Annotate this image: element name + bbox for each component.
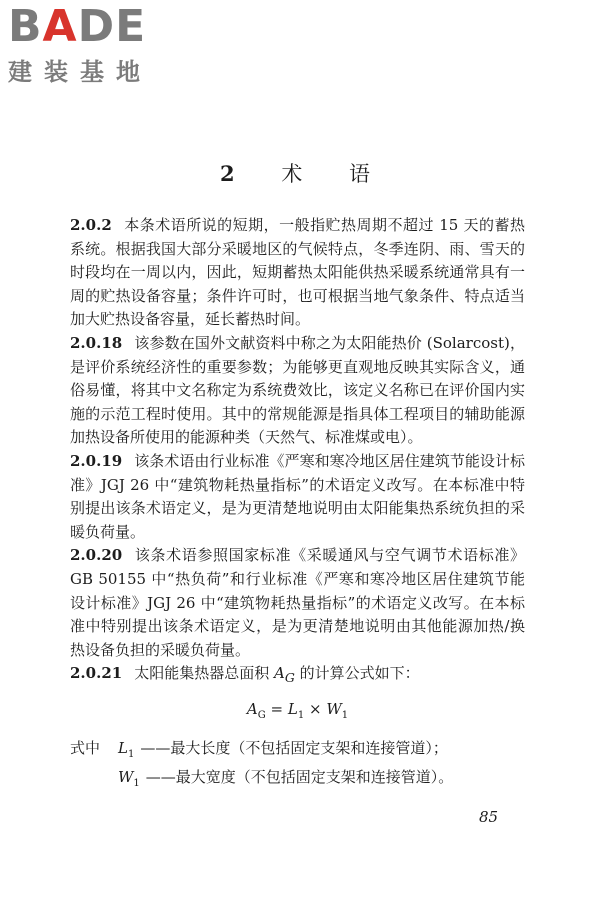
variable-lead: 式中: [70, 738, 101, 757]
clause-paragraph: [70, 214, 525, 332]
chapter-title: [0, 158, 600, 188]
formula-term-length: $L_1$: [287, 699, 305, 721]
brand-logo: [8, 1, 178, 88]
logo-wordmark: [8, 1, 178, 52]
logo-letter: E: [115, 1, 147, 52]
variable-symbol: $L_1$: [118, 738, 135, 760]
chapter-number: 2: [220, 161, 255, 186]
formula-term-width: $W_1$: [326, 699, 349, 721]
logo-letter: B: [8, 1, 43, 52]
clause-text: 太阳能集热器总面积: [134, 664, 274, 683]
variable-definition: ——最大宽度（不包括固定支架和连接管道）。: [145, 768, 454, 787]
clause-number: 2.0.18: [70, 333, 123, 352]
clause-text: 的计算公式如下：: [294, 664, 420, 683]
logo-letter: D: [77, 1, 116, 52]
clause-number: 2.0.20: [70, 546, 123, 565]
clause-paragraph: [70, 544, 525, 662]
inline-symbol: $A_G$: [273, 664, 295, 686]
clause-paragraph: [70, 450, 525, 544]
area-formula: [70, 696, 525, 729]
variable-row: [70, 737, 525, 767]
clause-number: 2.0.2: [70, 216, 112, 234]
logo-letter-accent: A: [42, 1, 78, 52]
clause-text: 该条术语由行业标准《严寒和寒冷地区居住建筑节能设计标准》JGJ 26 中“建筑物耗热量指标”的术语定义改写。在本标准中特别提出该条术语定义，是为更清楚地说明由太阳能集热系统负担的采暖负荷量。: [70, 451, 525, 541]
variable-definitions: [70, 737, 525, 796]
variable-row: [70, 766, 525, 796]
clause-text: 该条术语参照国家标准《采暖通风与空气调节术语标准》GB 50155 中“热负荷”和行业标准《严寒和寒冷地区居住建筑节能设计标准》JGJ 26 中“建筑物耗热量指标”的术语定义改写。在本标准中特别提出该条术语定义，是为更清楚地说明由其他能源加热/换热设备负担的采暖负荷量。: [70, 546, 525, 659]
clause-paragraph: [70, 332, 525, 450]
chapter-title-text: 术 语: [281, 162, 390, 186]
clause-text: 本条术语所说的短期，一般指贮热周期不超过 15 天的蓄热系统。根据我国大部分采暖地区的气候特点，冬季连阴、雨、雪天的时段均在一周以内，因此，短期蓄热太阳能供热采暖系统通常具有一周的贮热设备容量；条件许可时，也可根据当地气象条件、特点适当加大贮热设备容量，延长蓄热时间。: [70, 216, 525, 329]
clause-paragraph: [70, 662, 525, 690]
variable-symbol: $W_1$: [118, 768, 140, 790]
variable-definition: ——最大长度（不包括固定支架和连接管道）；: [140, 738, 448, 757]
clause-number: 2.0.19: [70, 451, 123, 470]
clause-number: 2.0.21: [70, 664, 123, 683]
formula-lhs: $A_G$: [246, 699, 266, 721]
logo-subtitle: 建装基地: [8, 58, 152, 86]
clause-text: 该参数在国外文献资料中称之为太阳能热价 (Solarcost)，是评价系统经济性的重要参数；为能够更直观地反映其实际含义，通俗易懂，将其中文名称定为系统费效比，该定义名称已在评价国内实施的示范工程时使用。其中的常规能源是指具体工程项目的辅助能源加热设备所使用的能源种类（天然气、标准煤或电）。: [70, 333, 525, 447]
page-number: 85: [479, 808, 499, 826]
formula-multiply: ×: [308, 699, 322, 718]
formula-equals: =: [270, 699, 284, 718]
document-body: [70, 214, 525, 796]
